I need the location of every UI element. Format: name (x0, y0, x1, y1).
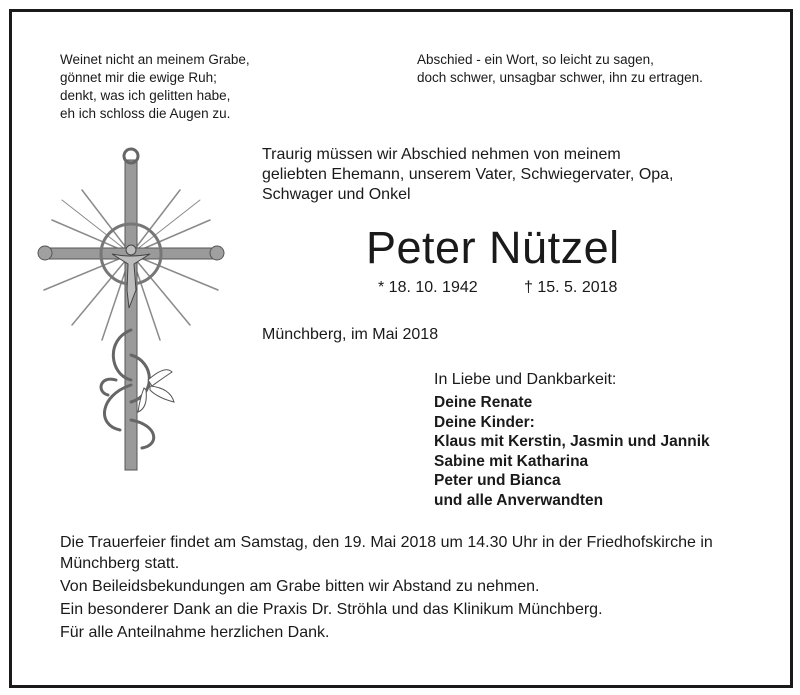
special-thanks: Ein besonderer Dank an die Praxis Dr. Ströhla und das Klinikum Münchberg. (60, 601, 603, 618)
family-line: Sabine mit Katharina (434, 452, 589, 470)
closing-thanks: Für alle Anteilnahme herzlichen Dank. (60, 624, 330, 641)
death-date: † 15. 5. 2018 (524, 279, 618, 296)
family-line: Deine Kinder: (434, 413, 535, 431)
footer-notes (60, 532, 760, 645)
funeral-notice: Die Trauerfeier findet am Samstag, den 19. Mai 2018 um 14.30 Uhr in der Friedhofskirche in Münchberg statt. (60, 534, 713, 572)
thanks-label: In Liebe und Dankbarkeit: (434, 371, 617, 388)
wrought-iron-crucifix-icon (30, 140, 250, 480)
condolences-notice: Von Beileidsbekundungen am Grabe bitten wir Abstand zu nehmen. (60, 578, 540, 595)
deceased-name: Peter Nützel (366, 222, 620, 273)
family-line: Peter und Bianca (434, 472, 561, 490)
family-line: und alle Anverwandten (434, 491, 604, 509)
intro-text: Traurig müssen wir Abschied nehmen von meinem geliebten Ehemann, unserem Vater, Schwiegervater, Opa, Schwager und Onkel (262, 146, 674, 203)
family-list (434, 393, 710, 511)
family-line: Deine Renate (434, 394, 533, 411)
family-line: Klaus mit Kerstin, Jasmin und Jannik (434, 433, 710, 451)
birth-date: * 18. 10. 1942 (378, 279, 478, 296)
poem-left: Weinet nicht an meinem Grabe, gönnet mir die ewige Ruh; denkt, was ich gelitten habe, eh ich schloss die Augen zu. (60, 52, 250, 121)
place-date: Münchberg, im Mai 2018 (262, 326, 439, 343)
poem-right: Abschied - ein Wort, so leicht zu sagen, doch schwer, unsagbar schwer, ihn zu ertragen. (417, 52, 703, 85)
